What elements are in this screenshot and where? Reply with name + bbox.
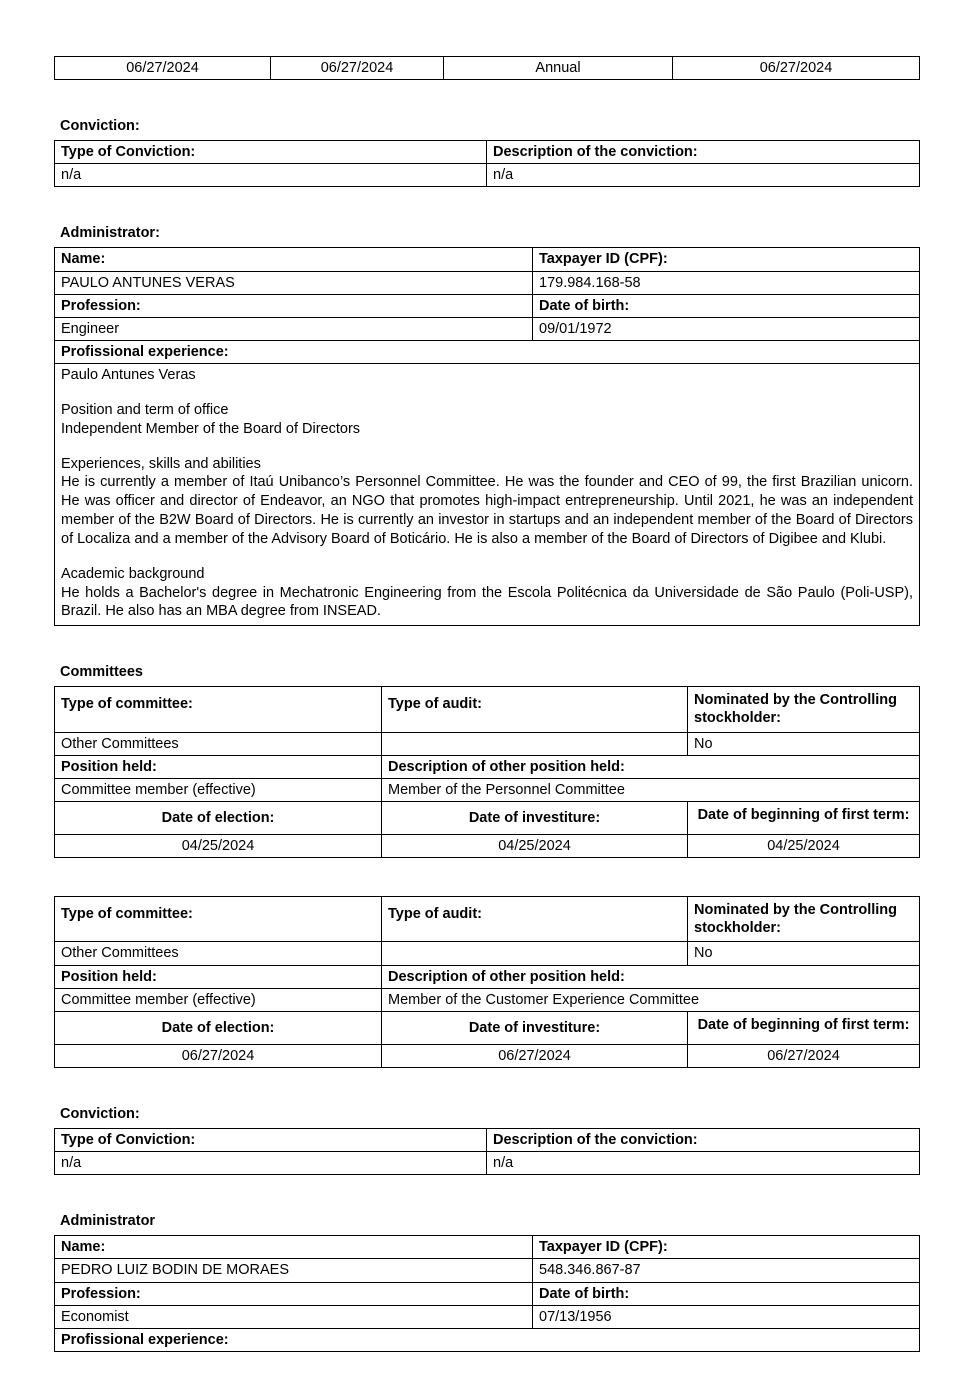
committee-nominated-value: No (688, 732, 920, 755)
table-row (55, 1328, 920, 1351)
committee-position-header: Position held: (55, 755, 382, 778)
committee-audit-value (382, 942, 688, 965)
committee-type-value: Other Committees (55, 732, 382, 755)
committee-audit-header: Type of audit: (382, 687, 688, 732)
administrator-profession-header: Profession: (55, 294, 533, 317)
date-of-investiture-value: 06/27/2024 (271, 57, 444, 80)
conviction-type-value: n/a (55, 1152, 487, 1175)
administrator-name-header: Name: (55, 248, 533, 271)
table-row (55, 1282, 920, 1305)
document-content (54, 0, 919, 1352)
committee-table-2 (54, 896, 920, 1068)
administrator-experience-header: Profissional experience: (55, 1328, 920, 1351)
committee-other-position-value: Member of the Customer Experience Committee (382, 988, 920, 1011)
table-row (55, 687, 920, 732)
committee-investiture-value: 06/27/2024 (382, 1044, 688, 1067)
term-of-office-table (54, 56, 920, 80)
committee-election-value: 04/25/2024 (55, 835, 382, 858)
spacer (54, 1068, 919, 1106)
conviction-table-2 (54, 1128, 920, 1175)
conviction-description-header: Description of the conviction: (487, 141, 920, 164)
conviction-type-header: Type of Conviction: (55, 141, 487, 164)
committee-nominated-value: No (688, 942, 920, 965)
bio-name-line: Paulo Antunes Veras (61, 367, 196, 383)
table-row (55, 141, 920, 164)
administrator-profession-value: Engineer (55, 317, 533, 340)
table-row (55, 1259, 920, 1282)
administrator-table-1 (54, 247, 920, 626)
table-row (55, 248, 920, 271)
administrator-dob-header: Date of birth: (533, 294, 920, 317)
conviction-description-value: n/a (487, 164, 920, 187)
committee-other-position-value: Member of the Personnel Committee (382, 778, 920, 801)
table-row (55, 897, 920, 942)
committee-other-position-header: Description of other position held: (382, 755, 920, 778)
administrator-experience-cell (55, 364, 920, 626)
spacer (61, 549, 913, 565)
table-row (55, 317, 920, 340)
committee-investiture-header: Date of investiture: (382, 801, 688, 834)
conviction-type-header: Type of Conviction: (55, 1129, 487, 1152)
committee-table-1 (54, 686, 920, 858)
table-row (55, 364, 920, 626)
table-row (55, 340, 920, 363)
spacer (54, 858, 919, 896)
table-row (55, 732, 920, 755)
committee-position-value: Committee member (effective) (55, 778, 382, 801)
table-row (55, 778, 920, 801)
committee-type-header: Type of committee: (55, 897, 382, 942)
spacer (61, 439, 913, 455)
committee-first-term-value: 04/25/2024 (688, 835, 920, 858)
administrator-cpf-header: Taxpayer ID (CPF): (533, 248, 920, 271)
committee-other-position-header: Description of other position held: (382, 965, 920, 988)
administrator-profession-header: Profession: (55, 1282, 533, 1305)
committee-audit-header: Type of audit: (382, 897, 688, 942)
administrator-dob-value: 09/01/1972 (533, 317, 920, 340)
spacer (61, 385, 913, 401)
table-row (55, 294, 920, 317)
spacer (54, 626, 919, 664)
table-row (55, 801, 920, 834)
administrator-name-header: Name: (55, 1236, 533, 1259)
bio-academic-heading: Academic background (61, 565, 205, 582)
committee-type-value: Other Committees (55, 942, 382, 965)
table-row (55, 755, 920, 778)
table-row (55, 57, 920, 80)
administrator-profession-value: Economist (55, 1305, 533, 1328)
administrator-experience-body (55, 364, 919, 625)
table-row (55, 988, 920, 1011)
conviction-label-1: Conviction: (60, 118, 140, 135)
administrator-cpf-value: 548.346.867-87 (533, 1259, 920, 1282)
bio-academic-text: He holds a Bachelor's degree in Mechatronic Engineering from the Escola Politécnica da Universidade de São Paulo (Poli-USP), Brazil. He also has an MBA degree from INSEAD. (61, 584, 913, 620)
committee-nominated-header: Nominated by the Controlling stockholder: (688, 687, 920, 732)
committee-first-term-header: Date of beginning of first term: (688, 1011, 920, 1044)
committee-position-value: Committee member (effective) (55, 988, 382, 1011)
committee-type-header: Type of committee: (55, 687, 382, 732)
committees-label: Committees (60, 664, 143, 681)
date-of-election-value: 06/27/2024 (55, 57, 271, 80)
conviction-description-header: Description of the conviction: (487, 1129, 920, 1152)
committee-election-header: Date of election: (55, 1011, 382, 1044)
table-row (55, 1129, 920, 1152)
administrator-dob-value: 07/13/1956 (533, 1305, 920, 1328)
table-row (55, 1152, 920, 1175)
committee-election-value: 06/27/2024 (55, 1044, 382, 1067)
bio-position-heading: Position and term of office (61, 401, 229, 418)
committee-audit-value (382, 732, 688, 755)
spacer (54, 187, 919, 225)
administrator-label-1: Administrator: (60, 225, 160, 242)
conviction-label-2: Conviction: (60, 1106, 140, 1123)
committee-first-term-header: Date of beginning of first term: (688, 801, 920, 834)
table-row (55, 1305, 920, 1328)
committee-election-header: Date of election: (55, 801, 382, 834)
conviction-type-value: n/a (55, 164, 487, 187)
committee-investiture-value: 04/25/2024 (382, 835, 688, 858)
administrator-label-2: Administrator (60, 1213, 156, 1230)
term-of-office-value: Annual (444, 57, 673, 80)
conviction-table-1 (54, 140, 920, 187)
table-row (55, 1044, 920, 1067)
administrator-cpf-header: Taxpayer ID (CPF): (533, 1236, 920, 1259)
table-row (55, 1236, 920, 1259)
conviction-description-value: n/a (487, 1152, 920, 1175)
table-row (55, 271, 920, 294)
administrator-dob-header: Date of birth: (533, 1282, 920, 1305)
bio-experience-text: He is currently a member of Itaú Unibanco’s Personnel Committee. He was the founder and CEO of 99, the first Brazilian unicorn. He was officer and director of Endeavor, an NGO that promotes high-impact entrepreneurship. Until 2021, he was an independent member of the B2W Board of Directors. He is currently an investor in startups and an independent member of the Board of Directors of Localiza and a member of the Advisory Board of Boticário. He is also a member of the Board of Directors of Digibee and Klubi. (61, 474, 913, 547)
bio-position-value: Independent Member of the Board of Directors (61, 420, 361, 437)
committee-first-term-value: 06/27/2024 (688, 1044, 920, 1067)
date-beginning-first-term-value: 06/27/2024 (673, 57, 920, 80)
spacer (54, 1175, 919, 1213)
table-row (55, 1011, 920, 1044)
spacer (54, 80, 919, 118)
bio-experience-heading: Experiences, skills and abilities (61, 455, 261, 472)
table-row (55, 164, 920, 187)
committee-nominated-header: Nominated by the Controlling stockholder: (688, 897, 920, 942)
administrator-experience-header: Profissional experience: (55, 340, 920, 363)
committee-position-header: Position held: (55, 965, 382, 988)
administrator-name-value: PEDRO LUIZ BODIN DE MORAES (55, 1259, 533, 1282)
table-row (55, 835, 920, 858)
administrator-name-value: PAULO ANTUNES VERAS (55, 271, 533, 294)
table-row (55, 942, 920, 965)
committee-investiture-header: Date of investiture: (382, 1011, 688, 1044)
table-row (55, 965, 920, 988)
administrator-table-2 (54, 1235, 920, 1352)
administrator-cpf-value: 179.984.168-58 (533, 271, 920, 294)
